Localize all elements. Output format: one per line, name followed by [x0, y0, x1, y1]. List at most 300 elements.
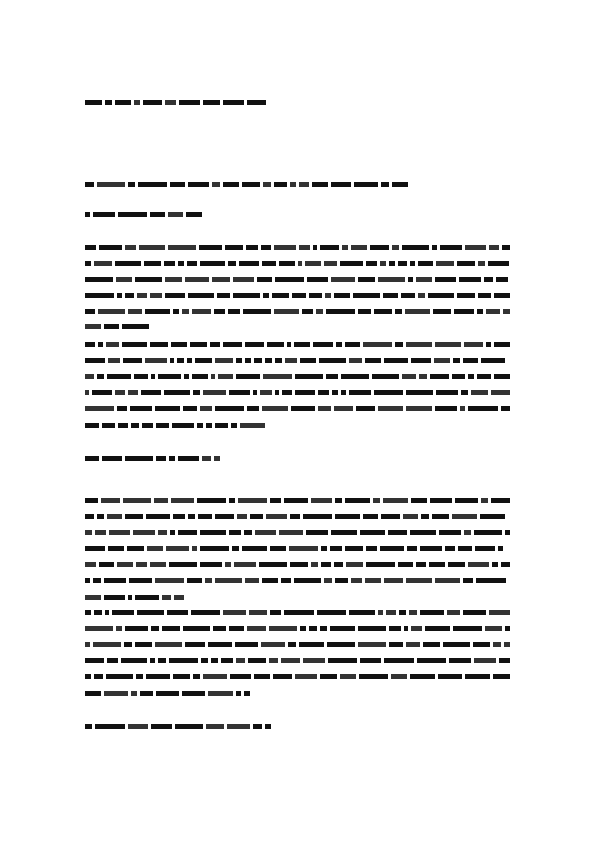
illegible-word	[228, 261, 236, 266]
illegible-word	[316, 309, 323, 314]
illegible-word	[331, 530, 357, 535]
illegible-word	[363, 514, 378, 519]
illegible-word	[366, 261, 377, 266]
illegible-word	[200, 562, 222, 567]
illegible-word	[85, 406, 114, 411]
illegible-word	[486, 309, 500, 314]
illegible-word	[489, 245, 499, 250]
illegible-word	[121, 658, 147, 663]
illegible-word	[214, 309, 225, 314]
illegible-word	[221, 658, 233, 663]
illegible-word	[365, 578, 381, 583]
illegible-word	[250, 514, 263, 519]
illegible-word	[203, 674, 227, 679]
illegible-word	[156, 423, 169, 428]
text-line	[85, 544, 510, 553]
illegible-word	[95, 530, 106, 535]
illegible-word	[93, 212, 115, 217]
illegible-word	[243, 309, 271, 314]
illegible-word	[261, 245, 271, 250]
illegible-word	[129, 578, 152, 583]
illegible-word	[117, 562, 133, 567]
text-line	[85, 243, 510, 252]
illegible-word	[285, 358, 297, 363]
illegible-word	[468, 374, 474, 379]
illegible-word	[435, 406, 457, 411]
text-line	[85, 496, 510, 505]
illegible-word	[392, 182, 408, 187]
illegible-word	[499, 658, 510, 663]
illegible-word	[275, 277, 304, 282]
illegible-word	[187, 358, 192, 363]
illegible-word	[85, 374, 94, 379]
illegible-word	[85, 324, 101, 329]
illegible-word	[299, 245, 310, 250]
illegible-word	[179, 100, 200, 105]
illegible-word	[97, 514, 104, 519]
illegible-word	[380, 261, 386, 266]
illegible-word	[262, 578, 278, 583]
illegible-word	[295, 390, 315, 395]
illegible-word	[85, 182, 94, 187]
illegible-word	[203, 390, 226, 395]
illegible-word	[281, 578, 291, 583]
illegible-word	[123, 358, 142, 363]
illegible-word	[279, 530, 303, 535]
illegible-word	[299, 642, 324, 647]
illegible-word	[171, 498, 194, 503]
illegible-word	[417, 658, 446, 663]
illegible-word	[162, 626, 180, 631]
illegible-word	[290, 514, 300, 519]
illegible-word	[146, 514, 170, 519]
illegible-word	[461, 390, 468, 395]
illegible-word	[460, 406, 465, 411]
text-line	[85, 640, 510, 649]
illegible-word	[284, 498, 308, 503]
illegible-word	[139, 245, 165, 250]
illegible-word	[409, 610, 417, 615]
illegible-word	[402, 374, 416, 379]
illegible-word	[457, 261, 475, 266]
illegible-word	[212, 182, 220, 187]
illegible-word	[117, 293, 122, 298]
illegible-word	[115, 261, 141, 266]
section-heading-1	[85, 210, 202, 219]
illegible-word	[270, 546, 286, 551]
document-title	[85, 180, 410, 189]
illegible-word	[302, 309, 313, 314]
illegible-word	[349, 358, 362, 363]
illegible-word	[435, 578, 460, 583]
illegible-word	[145, 358, 167, 363]
illegible-word	[366, 562, 395, 567]
illegible-word	[92, 390, 112, 395]
illegible-word	[200, 406, 212, 411]
illegible-word	[262, 406, 288, 411]
illegible-word	[430, 498, 452, 503]
illegible-word	[104, 578, 126, 583]
illegible-word	[125, 245, 136, 250]
illegible-word	[383, 293, 398, 298]
illegible-word	[365, 358, 381, 363]
illegible-word	[474, 530, 502, 535]
illegible-word	[192, 546, 197, 551]
illegible-word	[151, 626, 159, 631]
illegible-word	[227, 724, 250, 729]
illegible-word	[247, 626, 266, 631]
illegible-word	[386, 610, 396, 615]
illegible-word	[192, 374, 208, 379]
illegible-word	[150, 562, 166, 567]
illegible-word	[281, 658, 300, 663]
illegible-word	[326, 309, 355, 314]
illegible-word	[311, 562, 318, 567]
illegible-word	[107, 658, 118, 663]
illegible-word	[215, 423, 228, 428]
illegible-word	[182, 691, 205, 696]
illegible-word	[185, 277, 209, 282]
illegible-word	[106, 342, 119, 347]
illegible-word	[240, 423, 265, 428]
illegible-word	[239, 261, 259, 266]
illegible-word	[187, 261, 197, 266]
illegible-word	[102, 456, 122, 461]
illegible-word	[502, 245, 510, 250]
illegible-word	[156, 456, 166, 461]
illegible-word	[481, 498, 488, 503]
illegible-word	[458, 546, 472, 551]
text-line	[85, 275, 510, 284]
illegible-word	[449, 658, 471, 663]
illegible-word	[463, 358, 478, 363]
illegible-word	[128, 724, 148, 729]
illegible-word	[206, 724, 224, 729]
illegible-word	[85, 277, 113, 282]
illegible-word	[501, 562, 510, 567]
text-line	[85, 528, 510, 537]
illegible-word	[172, 423, 194, 428]
illegible-word	[407, 546, 417, 551]
illegible-word	[203, 100, 220, 105]
illegible-word	[275, 390, 279, 395]
illegible-word	[324, 578, 332, 583]
illegible-word	[294, 342, 310, 347]
illegible-word	[183, 626, 210, 631]
illegible-word	[313, 342, 333, 347]
illegible-word	[273, 674, 292, 679]
illegible-word	[177, 358, 184, 363]
illegible-word	[85, 423, 99, 428]
text-line	[85, 689, 250, 698]
illegible-word	[182, 309, 189, 314]
illegible-word	[335, 498, 342, 503]
illegible-word	[229, 390, 250, 395]
illegible-word	[215, 406, 244, 411]
illegible-word	[85, 514, 94, 519]
illegible-word	[218, 374, 233, 379]
illegible-word	[225, 562, 231, 567]
illegible-word	[378, 406, 403, 411]
illegible-word	[248, 658, 266, 663]
illegible-word	[85, 658, 104, 663]
illegible-word	[353, 293, 380, 298]
illegible-word	[144, 261, 161, 266]
illegible-word	[334, 406, 353, 411]
illegible-word	[349, 610, 375, 615]
illegible-word	[98, 342, 103, 347]
illegible-word	[374, 390, 403, 395]
illegible-word	[242, 546, 267, 551]
illegible-word	[391, 674, 407, 679]
illegible-word	[491, 390, 510, 395]
illegible-word	[475, 546, 495, 551]
illegible-word	[158, 530, 167, 535]
illegible-word	[493, 642, 501, 647]
illegible-word	[436, 390, 458, 395]
illegible-word	[340, 261, 363, 266]
illegible-word	[307, 277, 328, 282]
illegible-word	[107, 514, 122, 519]
illegible-word	[372, 374, 399, 379]
illegible-word	[193, 390, 200, 395]
illegible-word	[340, 674, 356, 679]
illegible-word	[319, 358, 346, 363]
illegible-word	[459, 277, 481, 282]
illegible-word	[117, 406, 127, 411]
illegible-word	[453, 358, 460, 363]
illegible-word	[398, 261, 407, 266]
illegible-word	[169, 456, 175, 461]
illegible-word	[201, 658, 208, 663]
illegible-word	[274, 245, 296, 250]
illegible-word	[146, 674, 170, 679]
illegible-word	[488, 261, 509, 266]
illegible-word	[202, 456, 211, 461]
section-heading-3	[85, 722, 271, 731]
illegible-word	[269, 658, 278, 663]
illegible-word	[225, 245, 243, 250]
illegible-word	[208, 642, 232, 647]
illegible-word	[108, 358, 120, 363]
illegible-word	[440, 245, 462, 250]
illegible-word	[295, 374, 323, 379]
illegible-word	[378, 610, 383, 615]
illegible-word	[165, 100, 176, 105]
illegible-word	[373, 498, 380, 503]
illegible-word	[416, 277, 432, 282]
illegible-word	[247, 100, 266, 105]
illegible-word	[95, 724, 125, 729]
illegible-word	[261, 642, 285, 647]
illegible-word	[432, 514, 449, 519]
illegible-word	[334, 562, 343, 567]
illegible-word	[477, 374, 491, 379]
illegible-word	[234, 562, 256, 567]
illegible-word	[290, 562, 308, 567]
illegible-word	[331, 277, 355, 282]
illegible-word	[452, 374, 465, 379]
illegible-word	[334, 293, 350, 298]
illegible-word	[395, 342, 403, 347]
illegible-word	[168, 212, 183, 217]
illegible-word	[142, 423, 153, 428]
illegible-word	[336, 342, 342, 347]
illegible-word	[320, 245, 339, 250]
illegible-word	[445, 546, 455, 551]
illegible-word	[214, 456, 220, 461]
illegible-word	[85, 674, 91, 679]
illegible-word	[438, 674, 462, 679]
illegible-word	[380, 546, 404, 551]
illegible-word	[263, 293, 269, 298]
illegible-word	[184, 374, 189, 379]
illegible-word	[345, 342, 360, 347]
illegible-word	[498, 546, 503, 551]
illegible-word	[166, 546, 189, 551]
illegible-word	[309, 626, 317, 631]
illegible-word	[346, 562, 363, 567]
illegible-word	[303, 658, 325, 663]
illegible-word	[282, 390, 292, 395]
illegible-word	[106, 674, 133, 679]
illegible-word	[267, 342, 284, 347]
text-line	[85, 656, 510, 665]
illegible-word	[131, 691, 137, 696]
illegible-word	[178, 261, 184, 266]
illegible-word	[269, 626, 297, 631]
illegible-word	[105, 610, 109, 615]
illegible-word	[494, 342, 510, 347]
illegible-word	[416, 562, 426, 567]
illegible-word	[125, 456, 153, 461]
illegible-word	[266, 514, 287, 519]
illegible-word	[454, 309, 474, 314]
illegible-word	[102, 423, 115, 428]
illegible-word	[178, 530, 197, 535]
illegible-word	[229, 626, 244, 631]
document-header	[85, 98, 270, 107]
illegible-word	[98, 309, 125, 314]
text-line	[85, 421, 265, 430]
illegible-word	[99, 245, 122, 250]
illegible-word	[481, 358, 505, 363]
illegible-word	[236, 691, 241, 696]
illegible-word	[453, 626, 482, 631]
illegible-word	[206, 423, 212, 428]
illegible-word	[381, 182, 389, 187]
illegible-word	[406, 342, 432, 347]
illegible-word	[85, 261, 91, 266]
illegible-word	[468, 406, 498, 411]
illegible-word	[158, 658, 166, 663]
illegible-word	[436, 261, 454, 266]
text-line	[85, 322, 155, 331]
illegible-word	[85, 498, 98, 503]
illegible-word	[185, 642, 205, 647]
illegible-word	[237, 514, 247, 519]
illegible-word	[299, 182, 309, 187]
illegible-word	[104, 324, 119, 329]
illegible-word	[410, 261, 415, 266]
illegible-word	[305, 261, 321, 266]
illegible-word	[389, 261, 395, 266]
illegible-word	[406, 390, 433, 395]
illegible-word	[270, 610, 281, 615]
illegible-word	[150, 658, 155, 663]
illegible-word	[104, 595, 125, 600]
illegible-word	[398, 562, 413, 567]
illegible-word	[125, 514, 143, 519]
illegible-word	[236, 658, 245, 663]
illegible-word	[401, 293, 415, 298]
illegible-word	[136, 674, 143, 679]
illegible-word	[354, 182, 378, 187]
illegible-word	[263, 374, 292, 379]
illegible-word	[326, 374, 338, 379]
illegible-word	[478, 293, 491, 298]
illegible-word	[155, 406, 180, 411]
illegible-word	[295, 674, 317, 679]
illegible-word	[263, 182, 271, 187]
illegible-word	[464, 530, 471, 535]
text-line	[85, 388, 510, 397]
illegible-word	[289, 546, 318, 551]
illegible-word	[484, 277, 493, 282]
illegible-word	[406, 406, 432, 411]
illegible-word	[151, 374, 155, 379]
illegible-word	[85, 358, 105, 363]
illegible-word	[125, 293, 134, 298]
illegible-word	[122, 342, 147, 347]
text-line	[85, 672, 510, 681]
illegible-word	[217, 293, 230, 298]
illegible-word	[328, 658, 357, 663]
illegible-word	[134, 100, 140, 105]
illegible-word	[245, 358, 251, 363]
text-line	[85, 259, 510, 268]
illegible-word	[410, 530, 436, 535]
illegible-word	[378, 277, 405, 282]
illegible-word	[359, 674, 388, 679]
illegible-word	[430, 374, 449, 379]
illegible-word	[165, 293, 185, 298]
illegible-word	[85, 530, 92, 535]
illegible-word	[115, 390, 125, 395]
illegible-word	[384, 358, 408, 363]
illegible-word	[327, 642, 355, 647]
illegible-word	[435, 277, 456, 282]
illegible-word	[108, 546, 124, 551]
illegible-word	[341, 374, 369, 379]
illegible-word	[335, 578, 348, 583]
illegible-word	[335, 514, 360, 519]
illegible-word	[242, 182, 260, 187]
illegible-word	[294, 578, 321, 583]
illegible-word	[265, 358, 272, 363]
illegible-word	[118, 212, 147, 217]
illegible-word	[486, 342, 491, 347]
illegible-word	[324, 261, 337, 266]
illegible-word	[94, 261, 112, 266]
illegible-word	[238, 498, 267, 503]
illegible-word	[405, 309, 430, 314]
illegible-word	[410, 674, 435, 679]
illegible-word	[164, 390, 190, 395]
illegible-word	[366, 546, 377, 551]
illegible-word	[503, 309, 510, 314]
illegible-word	[399, 610, 406, 615]
